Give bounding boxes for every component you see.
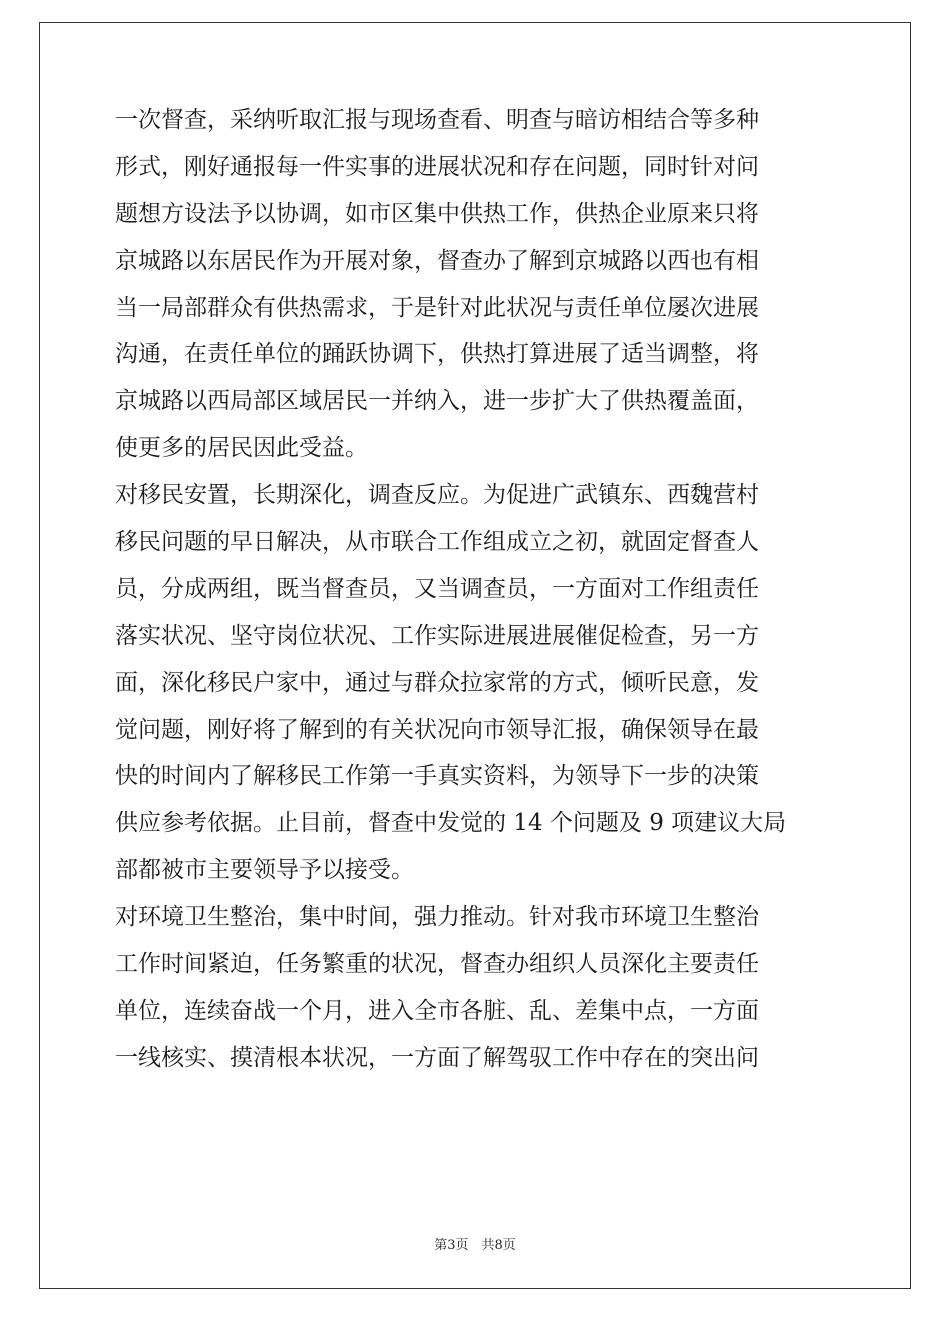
text-line: 一线核实、摸清根本状况，一方面了解驾驭工作中存在的突出问 [115, 1044, 759, 1071]
page-number: 第3页 共8页 [434, 1238, 516, 1253]
text-line: 落实状况、坚守岗位状况、工作实际进展进展催促检查，另一方 [115, 622, 759, 649]
text-line: 沟通，在责任单位的踊跃协调下，供热打算进展了适当调整，将 [115, 341, 759, 368]
text-line: 供应参考依据。止目前，督查中发觉的 14 个问题及 9 项建议大局 [115, 810, 787, 837]
page-footer [0, 1234, 950, 1253]
text-line: 觉问题，刚好将了解到的有关状况向市领导汇报，确保领导在最 [115, 716, 759, 743]
text-line: 部都被市主要领导予以接受。 [115, 857, 414, 884]
text-line: 移民问题的早日解决，从市联合工作组成立之初，就固定督查人 [115, 529, 759, 556]
document-body [115, 97, 835, 1082]
text-line: 对环境卫生整治，集中时间，强力推动。针对我市环境卫生整治 [115, 904, 759, 931]
text-line: 一次督查，采纳听取汇报与现场查看、明查与暗访相结合等多种 [115, 107, 759, 133]
text-line: 当一局部群众有供热需求，于是针对此状况与责任单位屡次进展 [115, 294, 759, 321]
text-line: 员，分成两组，既当督查员，又当调查员，一方面对工作组责任 [115, 575, 759, 602]
text-line: 工作时间紧迫，任务繁重的状况，督查办组织人员深化主要责任 [115, 951, 759, 978]
text-line: 快的时间内了解移民工作第一手真实资料，为领导下一步的决策 [115, 763, 759, 790]
text-line: 使更多的居民因此受益。 [115, 435, 368, 462]
text-line: 单位，连续奋战一个月，进入全市各脏、乱、差集中点，一方面 [115, 997, 759, 1024]
text-line: 京城路以西局部区域居民一并纳入，进一步扩大了供热覆盖面， [115, 388, 759, 415]
text-line: 京城路以东居民作为开展对象，督查办了解到京城路以西也有相 [115, 247, 759, 274]
text-line: 面，深化移民户家中，通过与群众拉家常的方式，倾听民意，发 [115, 669, 759, 696]
text-line: 题想方设法予以协调，如市区集中供热工作，供热企业原来只将 [115, 200, 759, 227]
text-line: 形式，刚好通报每一件实事的进展状况和存在问题，同时针对问 [115, 153, 759, 180]
text-line: 对移民安置，长期深化，调查反应。为促进广武镇东、西魏营村 [115, 482, 759, 509]
